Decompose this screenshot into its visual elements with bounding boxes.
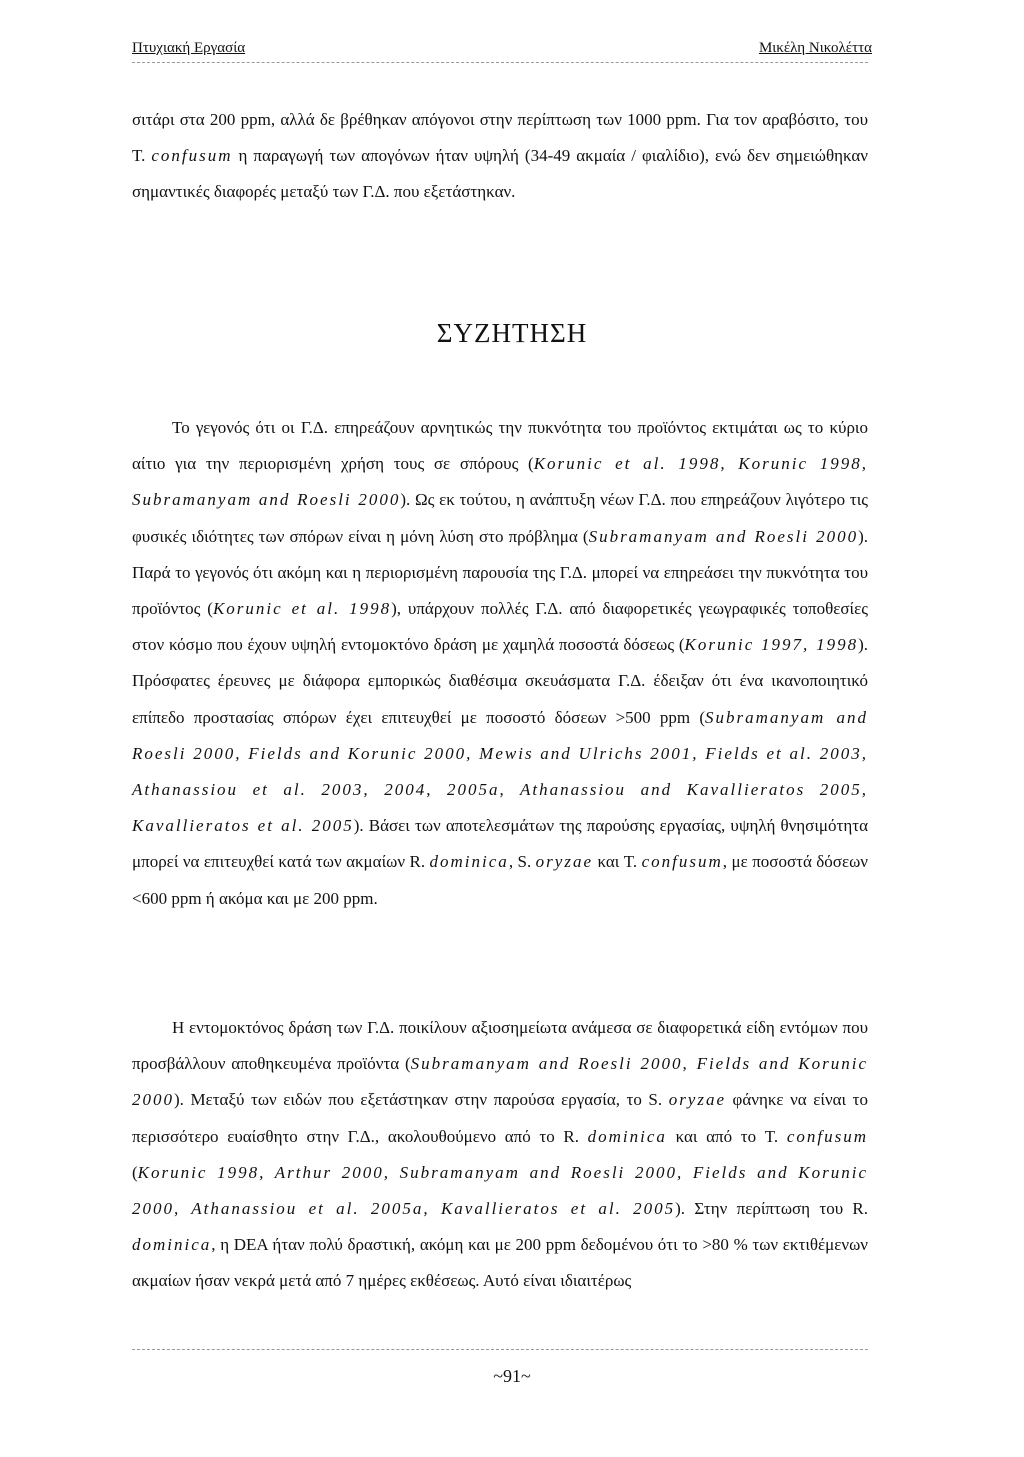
p3-text-1: Η εντομοκτόνος δράση των Γ.Δ. ποικίλουν αξιοσημείωτα ανάμεσα σε διαφορετικά είδη εντόμων που προσβάλλουν αποθηκευμένα προϊόντα ( (132, 1018, 868, 1074)
header-right: Μικέλη Νικολέττα (758, 40, 872, 56)
p3-text-3: φάνηκε να είναι το περισσότερο ευαίσθητο στην Γ.Δ., ακολουθούμενο από το R. (132, 1090, 868, 1146)
footer-divider (132, 1349, 868, 1350)
header-divider (132, 62, 868, 63)
p2-text-6: ). Βάσει των αποτελεσμάτων της παρούσης εργασίας, υψηλή θνησιμότητα μπορεί να επιτευχθεί κατά των ακμαίων R. (132, 816, 868, 872)
p3-species-3: confusum (786, 1126, 868, 1146)
section-title: ΣΥΖΗΤΗΣΗ (436, 318, 588, 348)
p2-citation-4: Korunic 1997, 1998 (684, 635, 859, 655)
p2-citation-3: Korunic et al. 1998 (212, 599, 392, 619)
p3-citation-2: Korunic 1998, Arthur 2000, Subramanyam and Roesli 2000, Fields and Korunic 2000, Athanassiou et al. 2005a, Kavallieratos et al. 2005 (132, 1162, 868, 1219)
intro-text-2: η παραγωγή των απογόνων ήταν υψηλή (34-49 ακμαία / φιαλίδιο), ενώ δεν σημειώθηκαν σημαντικές διαφορές μεταξύ των Γ.Δ. που εξετάστηκαν. (132, 146, 868, 202)
p3-text-5: ( (132, 1162, 138, 1182)
p2-text-2: ). Ως εκ τούτου, η ανάπτυξη νέων Γ.Δ. που επηρεάζουν λιγότερο τις φυσικές ιδιότητες των σπόρων είναι η μόνη λύση στο πρόβλημα ( (132, 490, 868, 546)
page-number: ~91~ (493, 1366, 531, 1386)
p2-citation-5: Subramanyam and Roesli 2000, Fields and Korunic 2000, Mewis and Ulrichs 2001, Fields et al. 2003, Athanassiou et al. 2003, 2004, 2005a, Athanassiou and Kavallieratos 2005, Kavallieratos et al. 2005 (132, 707, 868, 836)
p2-text-4: ), υπάρχουν πολλές Γ.Δ. από διαφορετικές γεωγραφικές τοποθεσίες στον κόσμο που έχουν υψηλή εντομοκτόνο δράση με χαμηλά ποσοστά δόσεως ( (132, 599, 868, 655)
p2-text-3: ). Παρά το γεγονός ότι ακόμη και η περιορισμένη παρουσία της Γ.Δ. μπορεί να επηρεάσει την πυκνότητα του προϊόντος ( (132, 526, 868, 619)
p2-citation-1: Korunic et al. 1998, Korunic 1998, Subramanyam and Roesli 2000 (132, 454, 868, 510)
p3-text-2: ). Μεταξύ των ειδών που εξετάστηκαν στην παρούσα εργασία, το S. (174, 1090, 669, 1110)
p2-text-8: και T. (593, 852, 642, 872)
discussion-paragraph-2 (132, 1010, 868, 1300)
p3-species-2: dominica (587, 1126, 667, 1146)
discussion-paragraph-1 (132, 410, 868, 917)
p2-text-1: Το γεγονός ότι οι Γ.Δ. επηρεάζουν αρνητικώς την πυκνότητα του προϊόντος εκτιμάται ως το κύριο αίτιο για την περιορισμένη χρήση τους σε σπόρους ( (132, 418, 868, 474)
p2-species-1: dominica (429, 852, 509, 872)
intro-text-1: σιτάρι στα 200 ppm, αλλά δε βρέθηκαν απόγονοι στην περίπτωση των 1000 ppm. Για τον αραβόσιτο, του T. (132, 110, 868, 166)
intro-paragraph (132, 102, 868, 211)
p3-text-6: ). Στην περίπτωση του R. (675, 1199, 868, 1219)
p3-text-7: , η DEA ήταν πολύ δραστική, ακόμη και με 200 ppm δεδομένου ότι το >80 % των εκτιθέμενων ακμαίων ήσαν νεκρά μετά από 7 ημέρες εκθέσεως. Αυτό είναι ιδιαιτέρως (132, 1235, 868, 1291)
p3-species-1: oryzae (668, 1090, 727, 1110)
p2-species-2: oryzae (535, 852, 593, 872)
header-left: Πτυχιακή Εργασία (132, 40, 246, 56)
p2-citation-2: Subramanyam and Roesli 2000 (588, 526, 859, 546)
p3-text-4: και από το T. (666, 1126, 787, 1146)
p2-text-9: , με ποσοστά δόσεων <600 ppm ή ακόμα και με 200 ppm. (132, 852, 868, 908)
p2-text-5: ). Πρόσφατες έρευνες με διάφορα εμπορικώς διαθέσιμα σκευάσματα Γ.Δ. έδειξαν ότι ένα ικανοποιητικό επίπεδο προστασίας σπόρων έχει επιτευχθεί με ποσοστό δόσεων >500 ppm ( (132, 635, 868, 727)
intro-species-1: confusum (151, 146, 233, 166)
p3-citation-1: Subramanyam and Roesli 2000, Fields and Korunic 2000 (132, 1054, 868, 1110)
p2-species-3: confusum (641, 852, 723, 872)
p2-text-7: , S. (508, 852, 536, 872)
p3-species-4: dominica (132, 1235, 212, 1255)
